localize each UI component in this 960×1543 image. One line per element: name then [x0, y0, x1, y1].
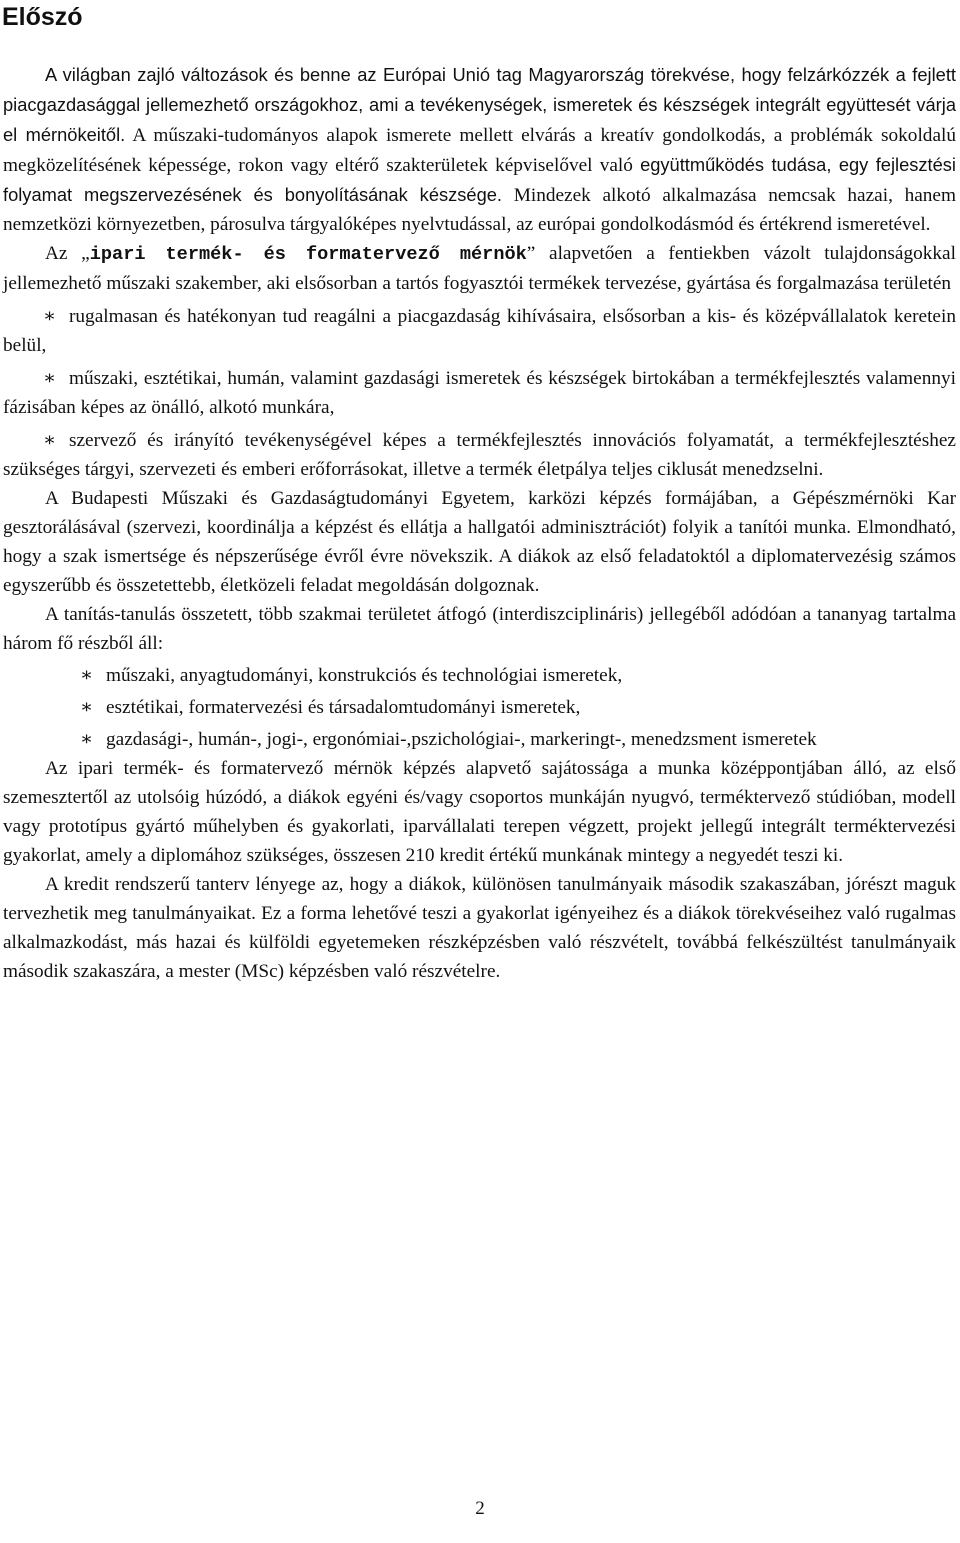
asterisk-bullet-icon: ∗ — [43, 368, 57, 389]
paragraph-credit-system: A kredit rendszerű tanterv lényege az, hogy a diákok, különösen tanulmányaik második szakaszában, jórészt maguk tervezhetik meg tanulmányaikat. Ez a forma lehetővé teszi a gyakorlat igényeihez és a diákok törekvéseihez való rugalmas alkalmazkodást, más hazai és külföldi egyetemeken részképzésben való részvételt, továbbá felkészültést tanulmányaik második szakaszára, a mester (MSc) képzésben való részvételre. — [3, 874, 956, 982]
paragraph-university: A Budapesti Műszaki és Gazdaságtudományi Egyetem, karközi képzés formájában, a Gépészmérnöki Kar gesztorálásával (szervezi, koordinálja a képzést és ellátja a hallgatói adminisztrációt) folyik a tanítói munka. Elmondható, hogy a szak ismertsége és népszerűsége évről évre növekszik. A diákok az első feladatoktól a diplomatervezésig számos egyszerűbb és összetettebb, életközeli feladat megoldásán dolgoznak. — [3, 488, 956, 596]
asterisk-bullet-icon: ∗ — [43, 306, 57, 327]
quote-open: Az „ — [45, 243, 90, 264]
list-item-text: műszaki, anyagtudományi, konstrukciós és technológiai ismeretek, — [106, 665, 623, 686]
list-item — [3, 426, 956, 484]
intro-sentence-4: Mindezek alkotó alkalmazása nemcsak hazai, hanem nemzetközi környezetben, párosulva tárgyalóképes nyelvtudással, az európai gondolkodásmód és értékrend ismeretével. — [3, 185, 956, 235]
list-item — [3, 693, 956, 722]
list-item — [3, 364, 956, 422]
page-title: Előszó — [2, 3, 83, 31]
paragraph-design-practice: Az ipari termék- és formatervező mérnök képzés alapvető sajátossága a munka középpontjában álló, az első szemesztertől az utolsóig húzódó, a diákok egyéni és/vagy csoportos munkáján nyugvó, terméktervező stúdióban, modell vagy prototípus gyártó műhelyben és gyakorlati, iparvállalati terepen végzett, projekt jellegű integrált terméktervezési gyakorlat, amely a diplomához szükséges, összesen 210 kredit értékű munkának mintegy a negyedét teszi ki. — [3, 758, 956, 866]
emphasized-term: ipari termék- és formatervező mérnök — [89, 244, 527, 265]
list-item-text: gazdasági-, humán-, jogi-, ergonómiai-,pszichológiai-, markeringt-, menedzsment ismeretek — [106, 729, 817, 750]
list-item-text: esztétikai, formatervezési és társadalomtudományi ismeretek, — [106, 697, 581, 718]
list-item — [3, 661, 956, 690]
intro-sentence-1: A világban zajló változások és benne az Európai Unió tag Magyarország törekvése, hogy felzárkózzék a fejlett piacgazdasággal jellemezhető országokhoz, ami a tevékenységek, ismeretek és készségek integrált együttesét várja el mérnökeitől. — [3, 64, 956, 145]
document-body — [3, 60, 956, 986]
asterisk-bullet-icon: ∗ — [80, 729, 94, 750]
list-item-text: rugalmasan és hatékonyan tud reagálni a piacgazdaság kihívásaira, elsősorban a kis- és középvállalatok keretein belül, — [3, 306, 956, 356]
asterisk-bullet-icon: ∗ — [80, 697, 94, 718]
intro-sentence-3: együttműködés tudása, egy fejlesztési folyamat megszervezésének és bonyolításának készsége. — [3, 154, 956, 205]
list-item — [3, 302, 956, 360]
paragraph-curriculum: A tanítás-tanulás összetett, több szakmai területet átfogó (interdiszciplináris) jellegéből adódóan a tananyag tartalma három fő részből áll: — [3, 604, 956, 654]
intro-sentence-2: A műszaki-tudományos alapok ismerete mellett elvárás a kreatív gondolkodás, a problémák sokoldalú megközelítésének képessége, rokon vagy eltérő szakterületek képviselővel való — [3, 125, 956, 176]
paragraph-intro — [3, 60, 956, 239]
page-number: 2 — [475, 1498, 485, 1519]
list-item-text: szervező és irányító tevékenységével képes a termékfejlesztés innovációs folyamatát, a termékfejlesztéshez szükséges tárgyi, szervezeti és emberi erőforrásokat, illetve a termék életpálya teljes ciklusát menedzselni. — [3, 430, 956, 480]
list-item — [3, 725, 956, 754]
asterisk-bullet-icon: ∗ — [80, 665, 94, 686]
list-item-text: műszaki, esztétikai, humán, valamint gazdasági ismeretek és készségek birtokában a termékfejlesztés valamennyi fázisában képes az önálló, alkotó munkára, — [3, 368, 956, 418]
paragraph-engineer-definition — [3, 239, 956, 298]
asterisk-bullet-icon: ∗ — [43, 430, 57, 451]
definition-text: ” alapvetően a fentiekben vázolt tulajdonságokkal jellemezhető műszaki szakember, aki elsősorban a tartós fogyasztói termékek tervezése, gyártása és forgalmazása területén — [3, 243, 956, 294]
